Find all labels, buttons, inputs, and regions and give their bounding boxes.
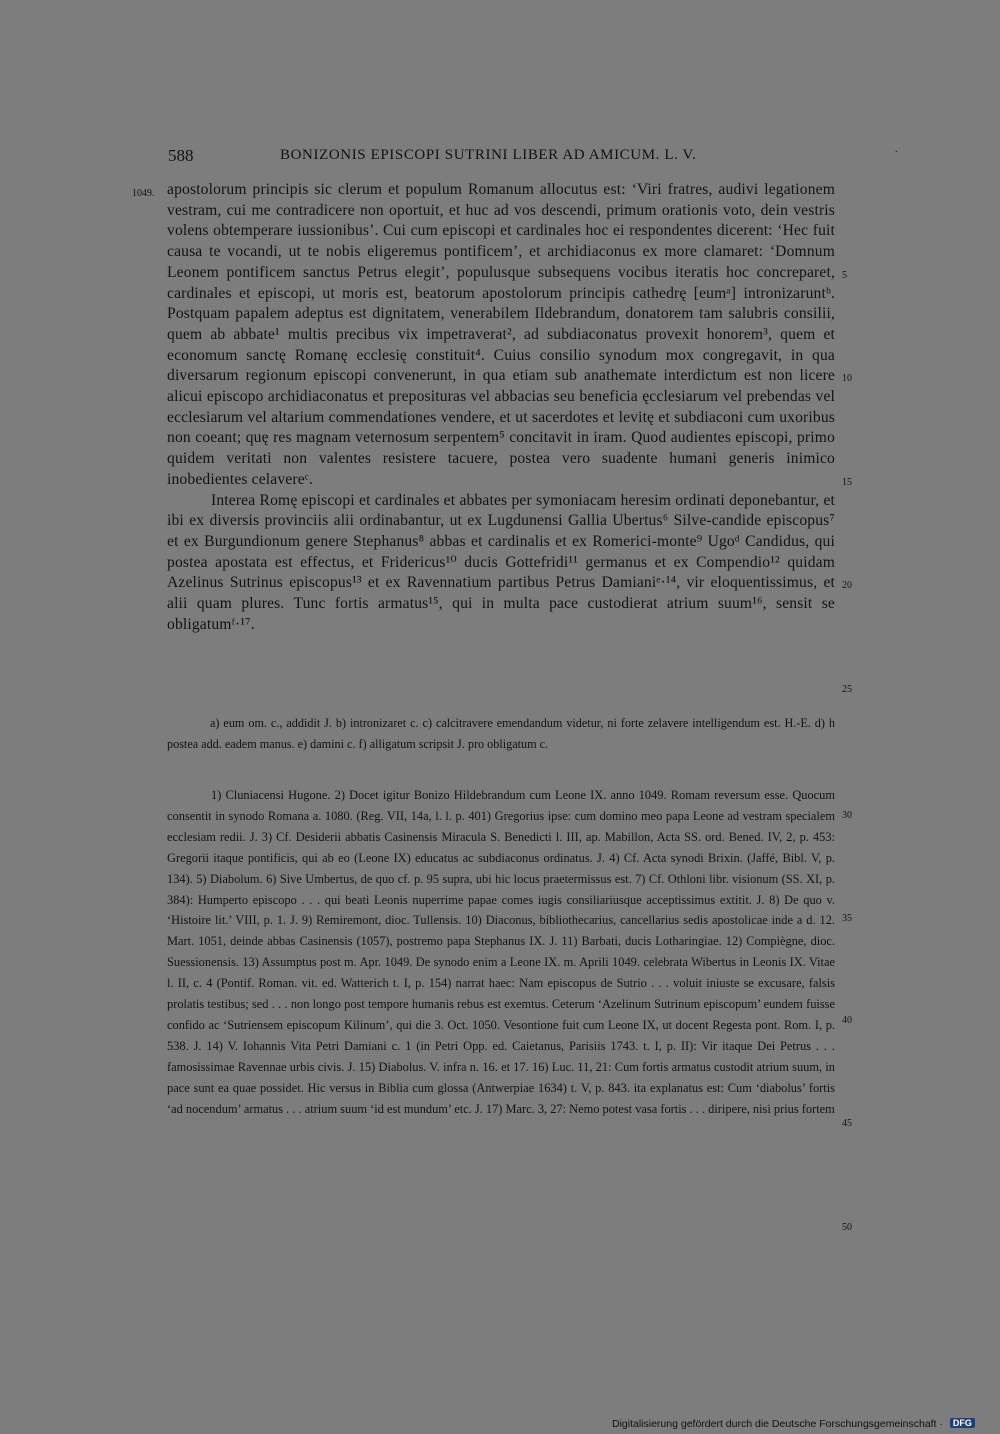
footnotes-text: 1) Cluniacensi Hugone. 2) Docet igitur Bonizo Hildebrandum cum Leone IX. anno 1049. Romam reversum esse. Quocum consentit in synodo Romana a. 1080. (Reg. VII, 14a, l. l. p. 401) Gregorius ipse: cum domino meo papa Leone ad vestram specialem ecclesiam redii. J. 3) Cf. Desiderii abbatis Casinensis Miracula S. Benedicti l. III, ap. Mabillon, Acta SS. ord. Bened. IV, 2, p. 453: Gregorii itaque pontificis, qui ab eo (Leone IX) educatus ac subdiaconus ordinatus. J. 4) Cf. Acta synodi Brixin. (Jaffé, Bibl. V, p. 134). 5) Diabolum. 6) Sive Umbertus, de quo cf. p. 95 supra, ubi hic locus praetermissus est. 7) Cf. Othloni libr. visionum (SS. XI, p. 384): Humperto episcopo . . . qui beati Leonis nuperrime papae comes iugis consiliariusque acceptissimus extitit. J. 8) De quo v. ‘Histoire lit.’ VIII, p. 1. J. 9) Remiremont, dioc. Tullensis. 10) Diaconus, bibliothecarius, cancellarius sedis apostolicae inde a d. 12. Mart. 1051, deinde abbas Casinensis (1057), postremo papa Stephanus IX. J. 11) Barbati, ducis Lotharingiae. 12) Compiègne, dioc. Suessionensis. 13) Assumptus post m. Apr. 1049. De synodo enim a Leone IX. m. Aprili 1049. celebrata Wibertus in Leonis IX. Vitae l. II, c. 4 (Pontif. Roman. vit. ed. Watterich t. I, p. 154) narrat haec: Nam episcopus de Sutrio . . . voluit iniuste se excusare, falsis prolatis testibus; sed . . . non longo post tempore humanis rebus est exemtus. Ceterum ‘Azelinum Sutrinum episcopum’ eundem fuisse confido ac ‘Sutriensem episcopum Kilinum’, qui die 3. Oct. 1050. Vesontione fuit cum Leone IX, ut docent Regesta pont. Rom. I, p. 538. J. 14) V. Iohannis Vita Petri Damiani c. 1 (in Petri Opp. ed. Caietanus, Parisiis 1743. t. I, p. II): Vir itaque Dei Petrus . . . famosissimae Ravennae urbis civis. J. 15) Diabolus. V. infra n. 16. et 17. 16) Luc. 11, 21: Cum fortis armatus custodit atrium suum, in pace sunt ea quae possidet. Hic versus in Biblia cum glossa (Antwerpiae 1634) t. V, p. 843. ita explanatus est: Cum ‘diabolus’ fortis ‘ad nocendum’ armatus . . . atrium suum ‘id est mundum’ etc. J. 17) Marc. 3, 27: Nemo potest vasa fortis . . . diripere, nisi prius fortem xyxy=(167,788,835,1116)
variant-notes xyxy=(167,713,835,754)
line-number: 25 xyxy=(842,684,852,695)
page-header xyxy=(168,146,836,166)
line-number: 20 xyxy=(842,580,852,591)
line-number: 15 xyxy=(842,477,852,488)
paragraph: Interea Romę episcopi et cardinales et abbates per symoniacam heresim ordinati deponebantur, et ibi ex diversis provinciis alii ordinabantur, ut ex Lugdunensi Gallia Ubertus⁶ Silve-candide episcopus⁷ et ex Burgundionum genere Stephanus⁸ abbas et cardinalis et ex Romerici-monte⁹ Ugoᵈ Candidus, qui postea apostata est effectus, et Fridericus¹⁰ ducis Gottefridi¹¹ germanus et ex Compendio¹² quidam Azelinus Sutrinus episcopus¹³ et ex Ravennatium partibus Petrus Damianiᵉ·¹⁴, vir eloquentissimus, et alii quam plures. Tunc fortis armatus¹⁵, qui in multa pace custodierat atrium suum¹⁶, sensit se obligatumᶠ·¹⁷. xyxy=(167,491,835,633)
digitization-credit xyxy=(612,1418,975,1430)
main-text xyxy=(167,180,835,635)
header-mark: . xyxy=(895,144,898,155)
credit-text: Digitalisierung gefördert durch die Deutsche Forschungsgemeinschaft · xyxy=(612,1418,943,1430)
line-number: 45 xyxy=(842,1118,852,1129)
line-number: 35 xyxy=(842,913,852,924)
paragraph: apostolorum principis sic clerum et populum Romanum allocutus est: ‘Viri fratres, audivi legationem vestram, cui me contradicere non oportuit, et huc ad vos descendi, primum orationis voto, dein vestris volens obtemperare iussionibus’. Cui cum episcopi et cardinales hoc ei respondentes dicerent: ‘Hec fuit causa te vocandi, ut te nobis eligeremus pontificem’, et archidiaconus ex more clamaret: ‘Domnum Leonem pontificem sanctus Petrus elegit’, populusque subsequens vocibus iteratis hoc concreparet, cardinales et episcopi, ut moris est, beatorum apostolorum principis cathedrę [eumᵃ] intronizaruntᵇ. Postquam papalem adeptus est dignitatem, venerabilem Ildebrandum, donatorem tam salubris consilii, quem ab abbate¹ multis precibus vix impetraverat², ad subdiaconatus provexit honorem³, quem et economum sanctę Romanę ecclesię constituit⁴. Cuius consilio synodum mox congregavit, in qua diversarum regionum episcopi convenerunt, in qua etiam sub anathemate interdictum est non licere alicui episcopo archidiaconatus et preposituras vel abbacias seu beneficia ęcclesiarum vel prebendas vel ecclesiarum vel altarium commendationes vendere, et ut sacerdotes et levitę et subdiaconi cum uxoribus non coeant; quę res magnam veternosum serpentem⁵ concitavit in iram. Quod audientes episcopi, primo quidem veritati non valentes resistere tacuere, postea vero suadente humani generis inimico inobedientes celavereᶜ. xyxy=(167,181,835,488)
page-number: 588 xyxy=(168,146,194,165)
line-number: 50 xyxy=(842,1222,852,1233)
line-number: 30 xyxy=(842,810,852,821)
running-title: BONIZONIS EPISCOPI SUTRINI LIBER AD AMICUM. L. V. xyxy=(280,147,697,163)
variant-notes-text: a) eum om. c., addidit J. b) intronizaret c. c) calcitravere emendandum videtur, ni forte zelavere intelligendum est. H.-E. d) h postea add. eadem manus. e) damini c. f) alligatum scripsit J. pro obligatum c. xyxy=(167,716,835,751)
margin-year: 1049. xyxy=(132,188,155,199)
line-number: 40 xyxy=(842,1015,852,1026)
line-number: 10 xyxy=(842,373,852,384)
footnotes xyxy=(167,785,835,1120)
line-number: 5 xyxy=(842,270,847,281)
dfg-logo: DFG xyxy=(950,1418,975,1428)
